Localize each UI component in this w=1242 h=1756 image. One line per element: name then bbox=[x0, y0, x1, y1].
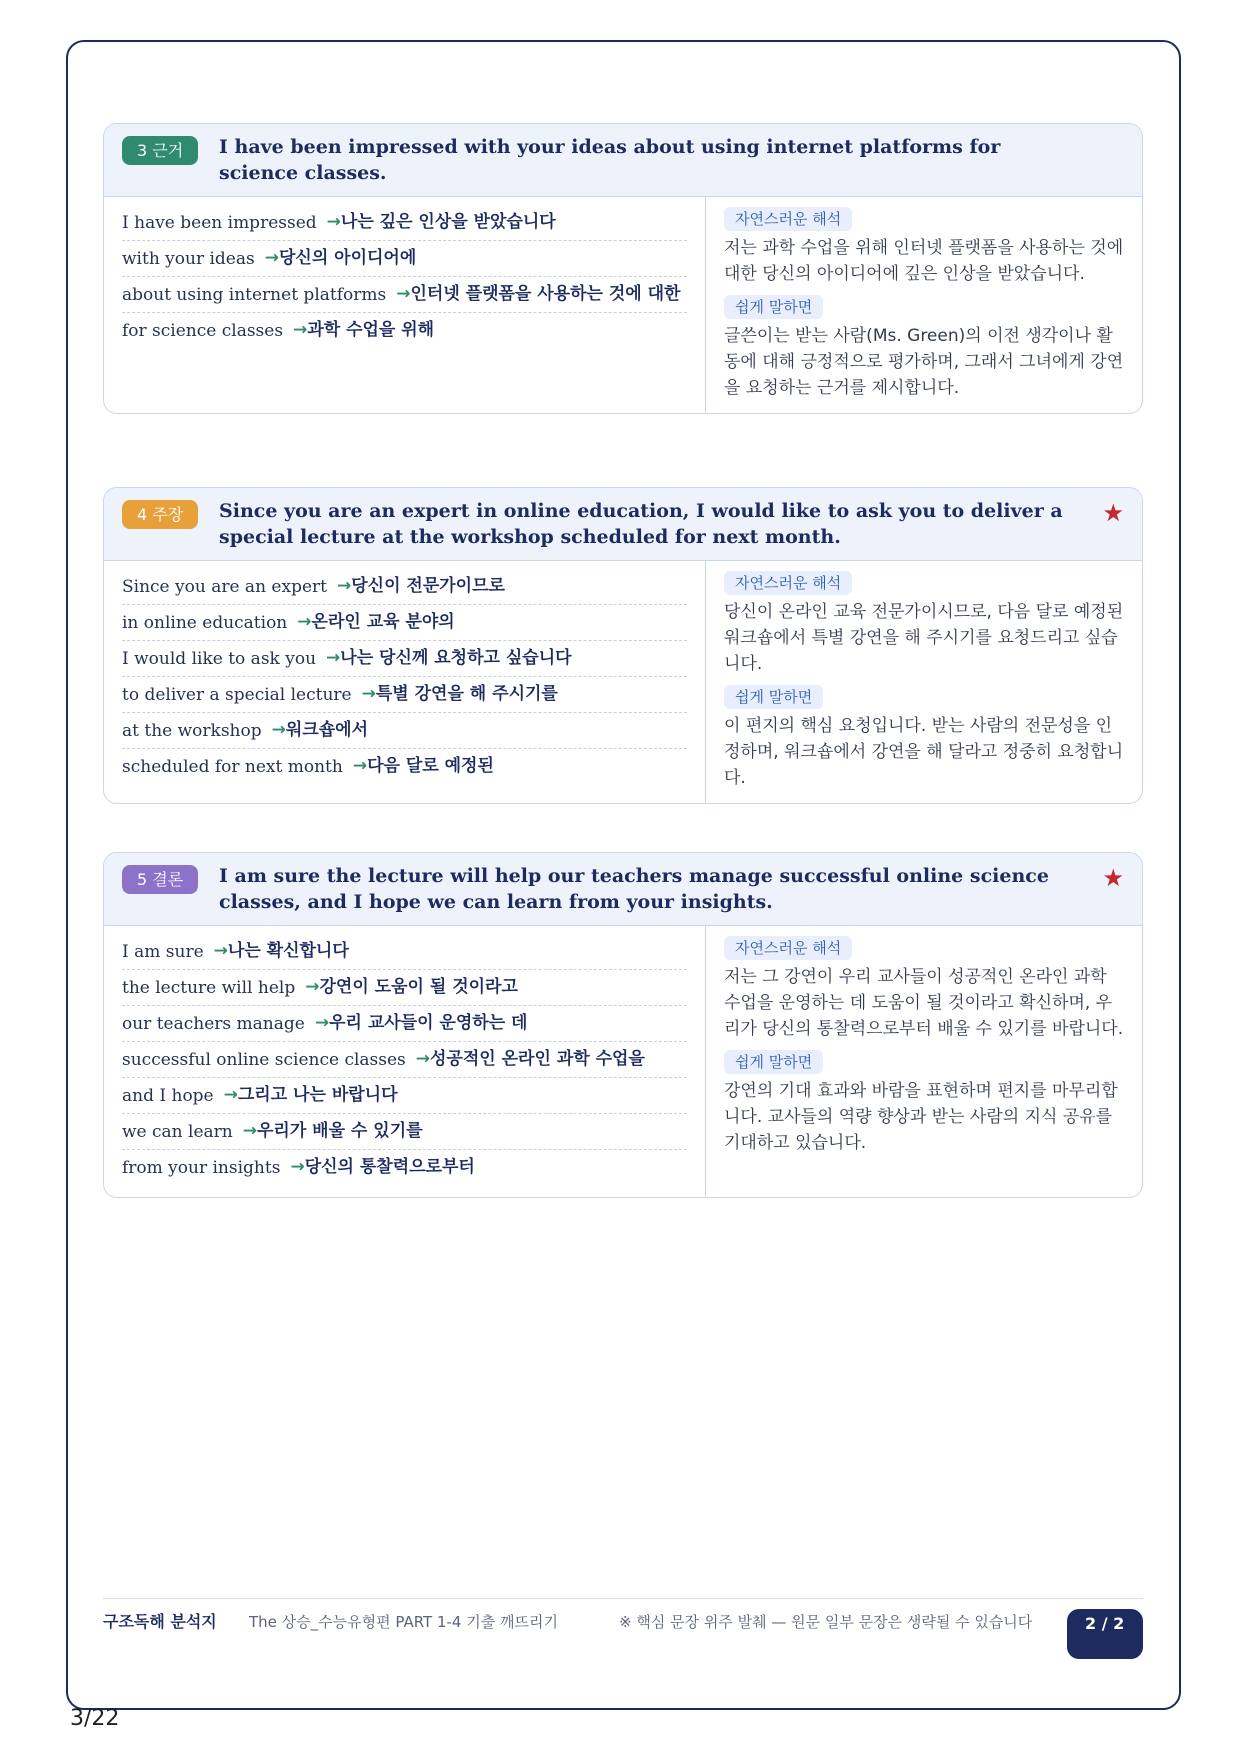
easy-explanation-tag: 쉽게 말하면 bbox=[724, 685, 823, 709]
easy-explanation-tag: 쉽게 말하면 bbox=[724, 1050, 823, 1074]
chunk-row bbox=[122, 605, 687, 641]
chunk-english: successful online science classes bbox=[122, 1050, 406, 1070]
section-badge: 4 주장 bbox=[122, 500, 198, 529]
interpretation-panel bbox=[706, 561, 1142, 803]
section-badge: 3 근거 bbox=[122, 136, 198, 165]
footer-note: ※ 핵심 문장 위주 발췌 — 원문 일부 문장은 생략될 수 있습니다 bbox=[619, 1613, 1033, 1631]
natural-translation: 당신이 온라인 교육 전문가이시므로, 다음 달로 예정된 워크숍에서 특별 강연을 해 주시기를 요청드리고 싶습니다. bbox=[724, 602, 1124, 674]
chunk-korean: 당신의 통찰력으로부터 bbox=[304, 1157, 475, 1177]
chunk-row bbox=[122, 1078, 687, 1114]
chunk-list bbox=[104, 197, 706, 413]
chunk-english: I am sure bbox=[122, 942, 204, 962]
section-card-5 bbox=[103, 852, 1143, 1198]
chunk-english: we can learn bbox=[122, 1122, 233, 1142]
natural-translation: 저는 그 강연이 우리 교사들이 성공적인 온라인 과학 수업을 운영하는 데 도움이 될 것이라고 확신하며, 우리가 당신의 통찰력으로부터 배울 수 있기를 바랍니다. bbox=[724, 967, 1124, 1039]
page-number-badge: 2 / 2 bbox=[1067, 1609, 1143, 1659]
chunk-english: about using internet platforms bbox=[122, 285, 387, 305]
chunk-list bbox=[104, 561, 706, 803]
chunk-row bbox=[122, 970, 687, 1006]
chunk-row bbox=[122, 749, 687, 784]
chunk-korean: 과학 수업을 위해 bbox=[307, 320, 435, 340]
chunk-list bbox=[104, 926, 706, 1197]
chunk-row bbox=[122, 1042, 687, 1078]
natural-translation-tag: 자연스러운 해석 bbox=[724, 571, 852, 595]
chunk-english: I would like to ask you bbox=[122, 649, 317, 669]
chunk-english: in online education bbox=[122, 613, 288, 633]
chunk-korean: 우리 교사들이 운영하는 데 bbox=[329, 1013, 528, 1033]
arrow-icon: → bbox=[314, 1013, 330, 1033]
chunk-korean: 온라인 교육 분야의 bbox=[311, 612, 455, 632]
chunk-korean: 특별 강연을 해 주시기를 bbox=[375, 684, 558, 704]
arrow-icon: → bbox=[271, 720, 286, 740]
arrow-icon: → bbox=[242, 1121, 257, 1141]
section-header bbox=[104, 488, 1142, 561]
interpretation-panel bbox=[706, 197, 1142, 413]
chunk-korean: 다음 달로 예정된 bbox=[367, 756, 494, 776]
chunk-korean: 당신이 전문가이므로 bbox=[351, 576, 505, 596]
page-footer bbox=[103, 1598, 1143, 1662]
natural-translation-tag: 자연스러운 해석 bbox=[724, 207, 852, 231]
section-sentence: I have been impressed with your ideas about using internet platforms for science classes. bbox=[219, 136, 1001, 184]
chunk-english: and I hope bbox=[122, 1086, 214, 1106]
chunk-row bbox=[122, 205, 687, 241]
arrow-icon: → bbox=[297, 612, 312, 632]
chunk-row bbox=[122, 934, 687, 970]
easy-explanation: 강연의 기대 효과와 바람을 표현하며 편지를 마무리합니다. 교사들의 역량 향상과 받는 사람의 지식 공유를 기대하고 있습니다. bbox=[724, 1081, 1118, 1153]
arrow-icon: → bbox=[213, 941, 228, 961]
chunk-english: for science classes bbox=[122, 321, 284, 341]
easy-explanation-tag: 쉽게 말하면 bbox=[724, 295, 823, 319]
chunk-row bbox=[122, 277, 687, 313]
chunk-english: from your insights bbox=[122, 1158, 281, 1178]
chunk-english: at the workshop bbox=[122, 721, 262, 741]
arrow-icon: → bbox=[396, 284, 411, 304]
arrow-icon: → bbox=[352, 756, 368, 776]
chunk-row bbox=[122, 241, 687, 277]
chunk-row bbox=[122, 1114, 687, 1150]
chunk-korean: 그리고 나는 바랍니다 bbox=[237, 1085, 398, 1105]
section-card-3 bbox=[103, 123, 1143, 414]
chunk-korean: 나는 당신께 요청하고 싶습니다 bbox=[340, 648, 572, 668]
star-icon: ★ bbox=[1102, 864, 1124, 892]
section-sentence: I am sure the lecture will help our teachers manage successful online science classes, and I hope we can learn from your insights. bbox=[219, 865, 1049, 913]
natural-translation: 저는 과학 수업을 위해 인터넷 플랫폼을 사용하는 것에 대한 당신의 아이디어에 깊은 인상을 받았습니다. bbox=[724, 238, 1124, 284]
arrow-icon: → bbox=[305, 977, 320, 997]
chunk-english: our teachers manage bbox=[122, 1014, 305, 1034]
natural-translation-tag: 자연스러운 해석 bbox=[724, 936, 852, 960]
chunk-english: Since you are an expert bbox=[122, 577, 327, 597]
chunk-english: I have been impressed bbox=[122, 213, 317, 233]
section-sentence: Since you are an expert in online education, I would like to ask you to deliver a special lecture at the workshop scheduled for next month. bbox=[219, 500, 1063, 548]
interpretation-panel bbox=[706, 926, 1142, 1197]
chunk-korean: 나는 깊은 인상을 받았습니다 bbox=[340, 212, 556, 232]
chunk-row bbox=[122, 1006, 687, 1042]
easy-explanation: 이 편지의 핵심 요청입니다. 받는 사람의 전문성을 인정하며, 워크숍에서 강연을 해 달라고 정중히 요청합니다. bbox=[724, 716, 1124, 788]
section-card-4 bbox=[103, 487, 1143, 804]
easy-explanation: 글쓴이는 받는 사람(Ms. Green)의 이전 생각이나 활동에 대해 긍정적으로 평가하며, 그래서 그녀에게 강연을 요청하는 근거를 제시합니다. bbox=[724, 326, 1124, 398]
chunk-korean: 강연이 도움이 될 것이라고 bbox=[319, 977, 518, 997]
chunk-english: with your ideas bbox=[122, 249, 255, 269]
chunk-english: to deliver a special lecture bbox=[122, 685, 352, 705]
chunk-korean: 나는 확신합니다 bbox=[227, 941, 349, 961]
chunk-row bbox=[122, 313, 687, 348]
arrow-icon: → bbox=[290, 1157, 305, 1177]
chunk-english: scheduled for next month bbox=[122, 757, 343, 777]
chunk-row bbox=[122, 569, 687, 605]
sheet-number: 3/22 bbox=[70, 1706, 120, 1731]
section-header bbox=[104, 124, 1142, 197]
arrow-icon: → bbox=[361, 684, 376, 704]
chunk-korean: 성공적인 온라인 과학 수업을 bbox=[430, 1049, 645, 1069]
arrow-icon: → bbox=[326, 212, 341, 232]
arrow-icon: → bbox=[264, 248, 279, 268]
star-icon: ★ bbox=[1102, 499, 1124, 527]
arrow-icon: → bbox=[336, 576, 352, 596]
section-badge: 5 결론 bbox=[122, 865, 198, 894]
footer-brand: 구조독해 분석지 bbox=[103, 1612, 217, 1631]
chunk-korean: 워크숍에서 bbox=[285, 720, 368, 740]
arrow-icon: → bbox=[415, 1049, 431, 1069]
footer-title: The 상승_수능유형편 PART 1-4 기출 깨뜨리기 bbox=[249, 1613, 558, 1631]
chunk-english: the lecture will help bbox=[122, 978, 296, 998]
chunk-row bbox=[122, 1150, 687, 1185]
section-header bbox=[104, 853, 1142, 926]
chunk-row bbox=[122, 713, 687, 749]
arrow-icon: → bbox=[293, 320, 308, 340]
chunk-korean: 당신의 아이디어에 bbox=[278, 248, 417, 268]
chunk-korean: 인터넷 플랫폼을 사용하는 것에 대한 bbox=[410, 284, 681, 304]
chunk-row bbox=[122, 677, 687, 713]
arrow-icon: → bbox=[326, 648, 341, 668]
chunk-korean: 우리가 배울 수 있기를 bbox=[256, 1121, 423, 1141]
arrow-icon: → bbox=[223, 1085, 238, 1105]
chunk-row bbox=[122, 641, 687, 677]
